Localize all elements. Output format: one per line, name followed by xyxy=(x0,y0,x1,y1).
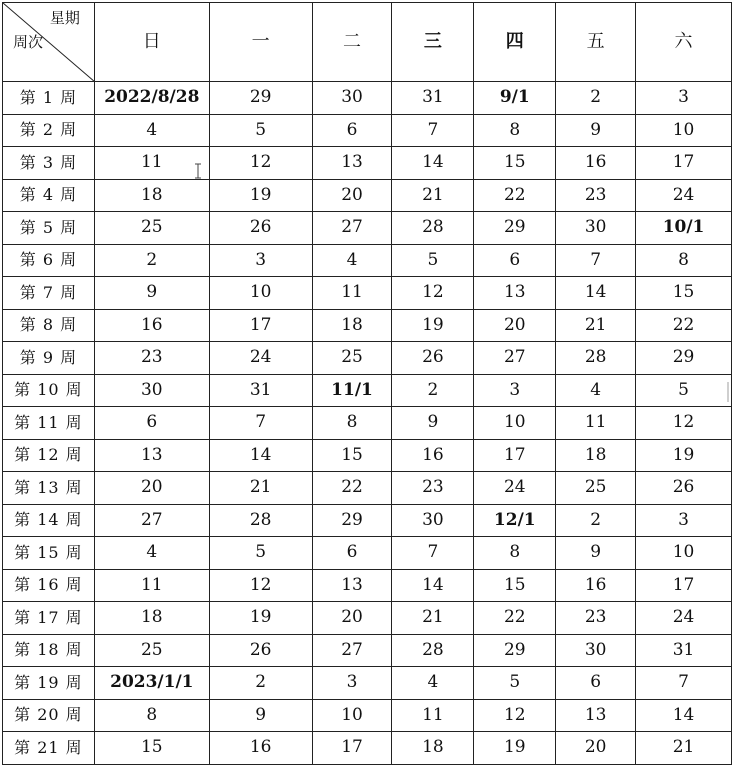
date-cell: 11 xyxy=(312,277,392,310)
date-cell: 28 xyxy=(392,634,474,667)
week-label: 第 18 周 xyxy=(3,634,95,667)
week-label: 第 6 周 xyxy=(3,244,95,277)
date-cell: 7 xyxy=(209,407,312,440)
week-row xyxy=(3,82,732,115)
date-cell: 29 xyxy=(474,212,556,245)
date-cell: 31 xyxy=(392,82,474,115)
date-cell: 5 xyxy=(209,537,312,570)
header-row xyxy=(3,3,732,82)
week-label: 第 11 周 xyxy=(3,407,95,440)
date-cell: 10/1 xyxy=(636,212,732,245)
week-row xyxy=(3,212,732,245)
date-cell: 15 xyxy=(312,439,392,472)
date-cell: 17 xyxy=(636,147,732,180)
date-cell: 27 xyxy=(474,342,556,375)
date-cell: 16 xyxy=(94,309,209,342)
week-label: 第 14 周 xyxy=(3,504,95,537)
date-cell: 14 xyxy=(636,699,732,732)
week-label: 第 13 周 xyxy=(3,472,95,505)
date-cell: 5 xyxy=(392,244,474,277)
week-row xyxy=(3,602,732,635)
date-cell: 8 xyxy=(474,537,556,570)
date-cell: 12/1 xyxy=(474,504,556,537)
date-cell: 16 xyxy=(556,147,636,180)
date-cell: 13 xyxy=(312,569,392,602)
date-cell: 21 xyxy=(392,602,474,635)
date-cell: 20 xyxy=(474,309,556,342)
week-row xyxy=(3,472,732,505)
date-cell: 14 xyxy=(209,439,312,472)
date-cell: 12 xyxy=(636,407,732,440)
date-cell: 4 xyxy=(392,667,474,700)
date-cell: 6 xyxy=(474,244,556,277)
date-cell: 23 xyxy=(556,179,636,212)
week-label: 第 19 周 xyxy=(3,667,95,700)
date-cell: 29 xyxy=(474,634,556,667)
date-cell: 7 xyxy=(556,244,636,277)
date-cell: 19 xyxy=(209,602,312,635)
date-cell: 16 xyxy=(209,732,312,765)
date-cell: 7 xyxy=(636,667,732,700)
date-cell: 11 xyxy=(94,569,209,602)
date-cell: 26 xyxy=(392,342,474,375)
date-cell: 19 xyxy=(392,309,474,342)
date-cell: 10 xyxy=(474,407,556,440)
date-cell: 17 xyxy=(474,439,556,472)
scrollbar-edge xyxy=(727,382,729,402)
semester-calendar-table xyxy=(2,2,732,765)
date-cell: 14 xyxy=(392,569,474,602)
date-cell: 18 xyxy=(312,309,392,342)
header-day-fri: 五 xyxy=(556,3,636,82)
header-day-thu: 四 xyxy=(474,3,556,82)
date-cell: 4 xyxy=(94,537,209,570)
date-cell: 9 xyxy=(209,699,312,732)
week-label: 第 10 周 xyxy=(3,374,95,407)
date-cell: 3 xyxy=(636,504,732,537)
date-cell: 13 xyxy=(312,147,392,180)
date-cell: 8 xyxy=(474,114,556,147)
date-cell: 2023/1/1 xyxy=(94,667,209,700)
corner-header-cell xyxy=(3,3,95,82)
week-label: 第 8 周 xyxy=(3,309,95,342)
date-cell: 11 xyxy=(94,147,209,180)
date-cell: 2022/8/28 xyxy=(94,82,209,115)
date-cell: 19 xyxy=(209,179,312,212)
week-row xyxy=(3,342,732,375)
date-cell: 18 xyxy=(556,439,636,472)
week-label: 第 12 周 xyxy=(3,439,95,472)
date-cell: 9 xyxy=(94,277,209,310)
date-cell: 22 xyxy=(474,602,556,635)
date-cell: 9 xyxy=(392,407,474,440)
calendar-body xyxy=(3,82,732,765)
week-label: 第 1 周 xyxy=(3,82,95,115)
week-row xyxy=(3,634,732,667)
header-day-wed: 三 xyxy=(392,3,474,82)
date-cell: 24 xyxy=(209,342,312,375)
date-cell: 11 xyxy=(556,407,636,440)
week-label: 第 5 周 xyxy=(3,212,95,245)
header-day-sun: 日 xyxy=(94,3,209,82)
week-row xyxy=(3,699,732,732)
date-cell: 2 xyxy=(392,374,474,407)
date-cell: 19 xyxy=(474,732,556,765)
date-cell: 9 xyxy=(556,114,636,147)
date-cell: 26 xyxy=(209,212,312,245)
date-cell: 30 xyxy=(392,504,474,537)
date-cell: 24 xyxy=(636,179,732,212)
week-row xyxy=(3,407,732,440)
date-cell: 17 xyxy=(312,732,392,765)
date-cell: 28 xyxy=(556,342,636,375)
week-axis-label: 周次 xyxy=(13,33,44,51)
date-cell: 10 xyxy=(636,537,732,570)
date-cell: 29 xyxy=(312,504,392,537)
date-cell: 23 xyxy=(392,472,474,505)
date-cell: 21 xyxy=(392,179,474,212)
date-cell: 14 xyxy=(392,147,474,180)
date-cell: 12 xyxy=(209,147,312,180)
date-cell: 5 xyxy=(636,374,732,407)
week-label: 第 9 周 xyxy=(3,342,95,375)
week-label: 第 2 周 xyxy=(3,114,95,147)
date-cell: 6 xyxy=(556,667,636,700)
date-cell: 29 xyxy=(636,342,732,375)
week-row xyxy=(3,667,732,700)
date-cell: 12 xyxy=(209,569,312,602)
date-cell: 25 xyxy=(556,472,636,505)
date-cell: 31 xyxy=(209,374,312,407)
week-row xyxy=(3,244,732,277)
date-cell: 23 xyxy=(556,602,636,635)
date-cell: 13 xyxy=(556,699,636,732)
date-cell: 31 xyxy=(636,634,732,667)
date-cell: 20 xyxy=(312,602,392,635)
date-cell: 25 xyxy=(94,634,209,667)
week-label: 第 21 周 xyxy=(3,732,95,765)
date-cell: 21 xyxy=(209,472,312,505)
date-cell: 2 xyxy=(556,504,636,537)
date-cell: 15 xyxy=(474,569,556,602)
week-label: 第 17 周 xyxy=(3,602,95,635)
week-label: 第 4 周 xyxy=(3,179,95,212)
date-cell: 27 xyxy=(312,212,392,245)
date-cell: 3 xyxy=(474,374,556,407)
date-cell: 10 xyxy=(312,699,392,732)
week-row xyxy=(3,504,732,537)
date-cell: 18 xyxy=(94,179,209,212)
date-cell: 13 xyxy=(94,439,209,472)
date-cell: 22 xyxy=(636,309,732,342)
date-cell: 16 xyxy=(392,439,474,472)
date-cell: 11 xyxy=(392,699,474,732)
header-day-sat: 六 xyxy=(636,3,732,82)
date-cell: 29 xyxy=(209,82,312,115)
date-cell: 6 xyxy=(312,114,392,147)
date-cell: 26 xyxy=(636,472,732,505)
date-cell: 18 xyxy=(94,602,209,635)
date-cell: 11/1 xyxy=(312,374,392,407)
date-cell: 24 xyxy=(636,602,732,635)
date-cell: 16 xyxy=(556,569,636,602)
date-cell: 15 xyxy=(474,147,556,180)
week-row xyxy=(3,569,732,602)
date-cell: 9 xyxy=(556,537,636,570)
header-day-tue: 二 xyxy=(312,3,392,82)
date-cell: 19 xyxy=(636,439,732,472)
week-label: 第 7 周 xyxy=(3,277,95,310)
date-cell: 20 xyxy=(312,179,392,212)
week-row xyxy=(3,439,732,472)
week-label: 第 3 周 xyxy=(3,147,95,180)
date-cell: 21 xyxy=(556,309,636,342)
header-day-mon: 一 xyxy=(209,3,312,82)
date-cell: 22 xyxy=(312,472,392,505)
date-cell: 5 xyxy=(209,114,312,147)
date-cell: 2 xyxy=(556,82,636,115)
date-cell: 28 xyxy=(392,212,474,245)
date-cell: 7 xyxy=(392,537,474,570)
date-cell: 6 xyxy=(312,537,392,570)
week-row xyxy=(3,179,732,212)
date-cell: 26 xyxy=(209,634,312,667)
date-cell: 17 xyxy=(209,309,312,342)
week-label: 第 20 周 xyxy=(3,699,95,732)
date-cell: 3 xyxy=(636,82,732,115)
date-cell: 3 xyxy=(312,667,392,700)
date-cell: 12 xyxy=(392,277,474,310)
date-cell: 9/1 xyxy=(474,82,556,115)
date-cell: 22 xyxy=(474,179,556,212)
date-cell: 30 xyxy=(556,212,636,245)
date-cell: 8 xyxy=(94,699,209,732)
date-cell: 25 xyxy=(94,212,209,245)
week-row xyxy=(3,277,732,310)
date-cell: 10 xyxy=(636,114,732,147)
date-cell: 20 xyxy=(556,732,636,765)
date-cell: 8 xyxy=(636,244,732,277)
date-cell: 17 xyxy=(636,569,732,602)
date-cell: 2 xyxy=(94,244,209,277)
week-label: 第 15 周 xyxy=(3,537,95,570)
week-row xyxy=(3,114,732,147)
date-cell: 15 xyxy=(636,277,732,310)
date-cell: 21 xyxy=(636,732,732,765)
date-cell: 6 xyxy=(94,407,209,440)
week-row xyxy=(3,374,732,407)
date-cell: 23 xyxy=(94,342,209,375)
date-cell: 24 xyxy=(474,472,556,505)
date-cell: 8 xyxy=(312,407,392,440)
date-cell: 27 xyxy=(94,504,209,537)
date-cell: 5 xyxy=(474,667,556,700)
date-cell: 14 xyxy=(556,277,636,310)
date-cell: 30 xyxy=(94,374,209,407)
date-cell: 30 xyxy=(556,634,636,667)
week-row xyxy=(3,309,732,342)
date-cell: 4 xyxy=(556,374,636,407)
date-cell: 4 xyxy=(312,244,392,277)
date-cell: 12 xyxy=(474,699,556,732)
date-cell: 27 xyxy=(312,634,392,667)
date-cell: 30 xyxy=(312,82,392,115)
date-cell: 10 xyxy=(209,277,312,310)
date-cell: 2 xyxy=(209,667,312,700)
date-cell: 20 xyxy=(94,472,209,505)
week-row xyxy=(3,147,732,180)
date-cell: 7 xyxy=(392,114,474,147)
weekday-axis-label: 星期 xyxy=(49,9,80,27)
week-label: 第 16 周 xyxy=(3,569,95,602)
date-cell: 18 xyxy=(392,732,474,765)
date-cell: 13 xyxy=(474,277,556,310)
date-cell: 15 xyxy=(94,732,209,765)
date-cell: 4 xyxy=(94,114,209,147)
date-cell: 28 xyxy=(209,504,312,537)
date-cell: 3 xyxy=(209,244,312,277)
week-row xyxy=(3,537,732,570)
week-row xyxy=(3,732,732,765)
date-cell: 25 xyxy=(312,342,392,375)
